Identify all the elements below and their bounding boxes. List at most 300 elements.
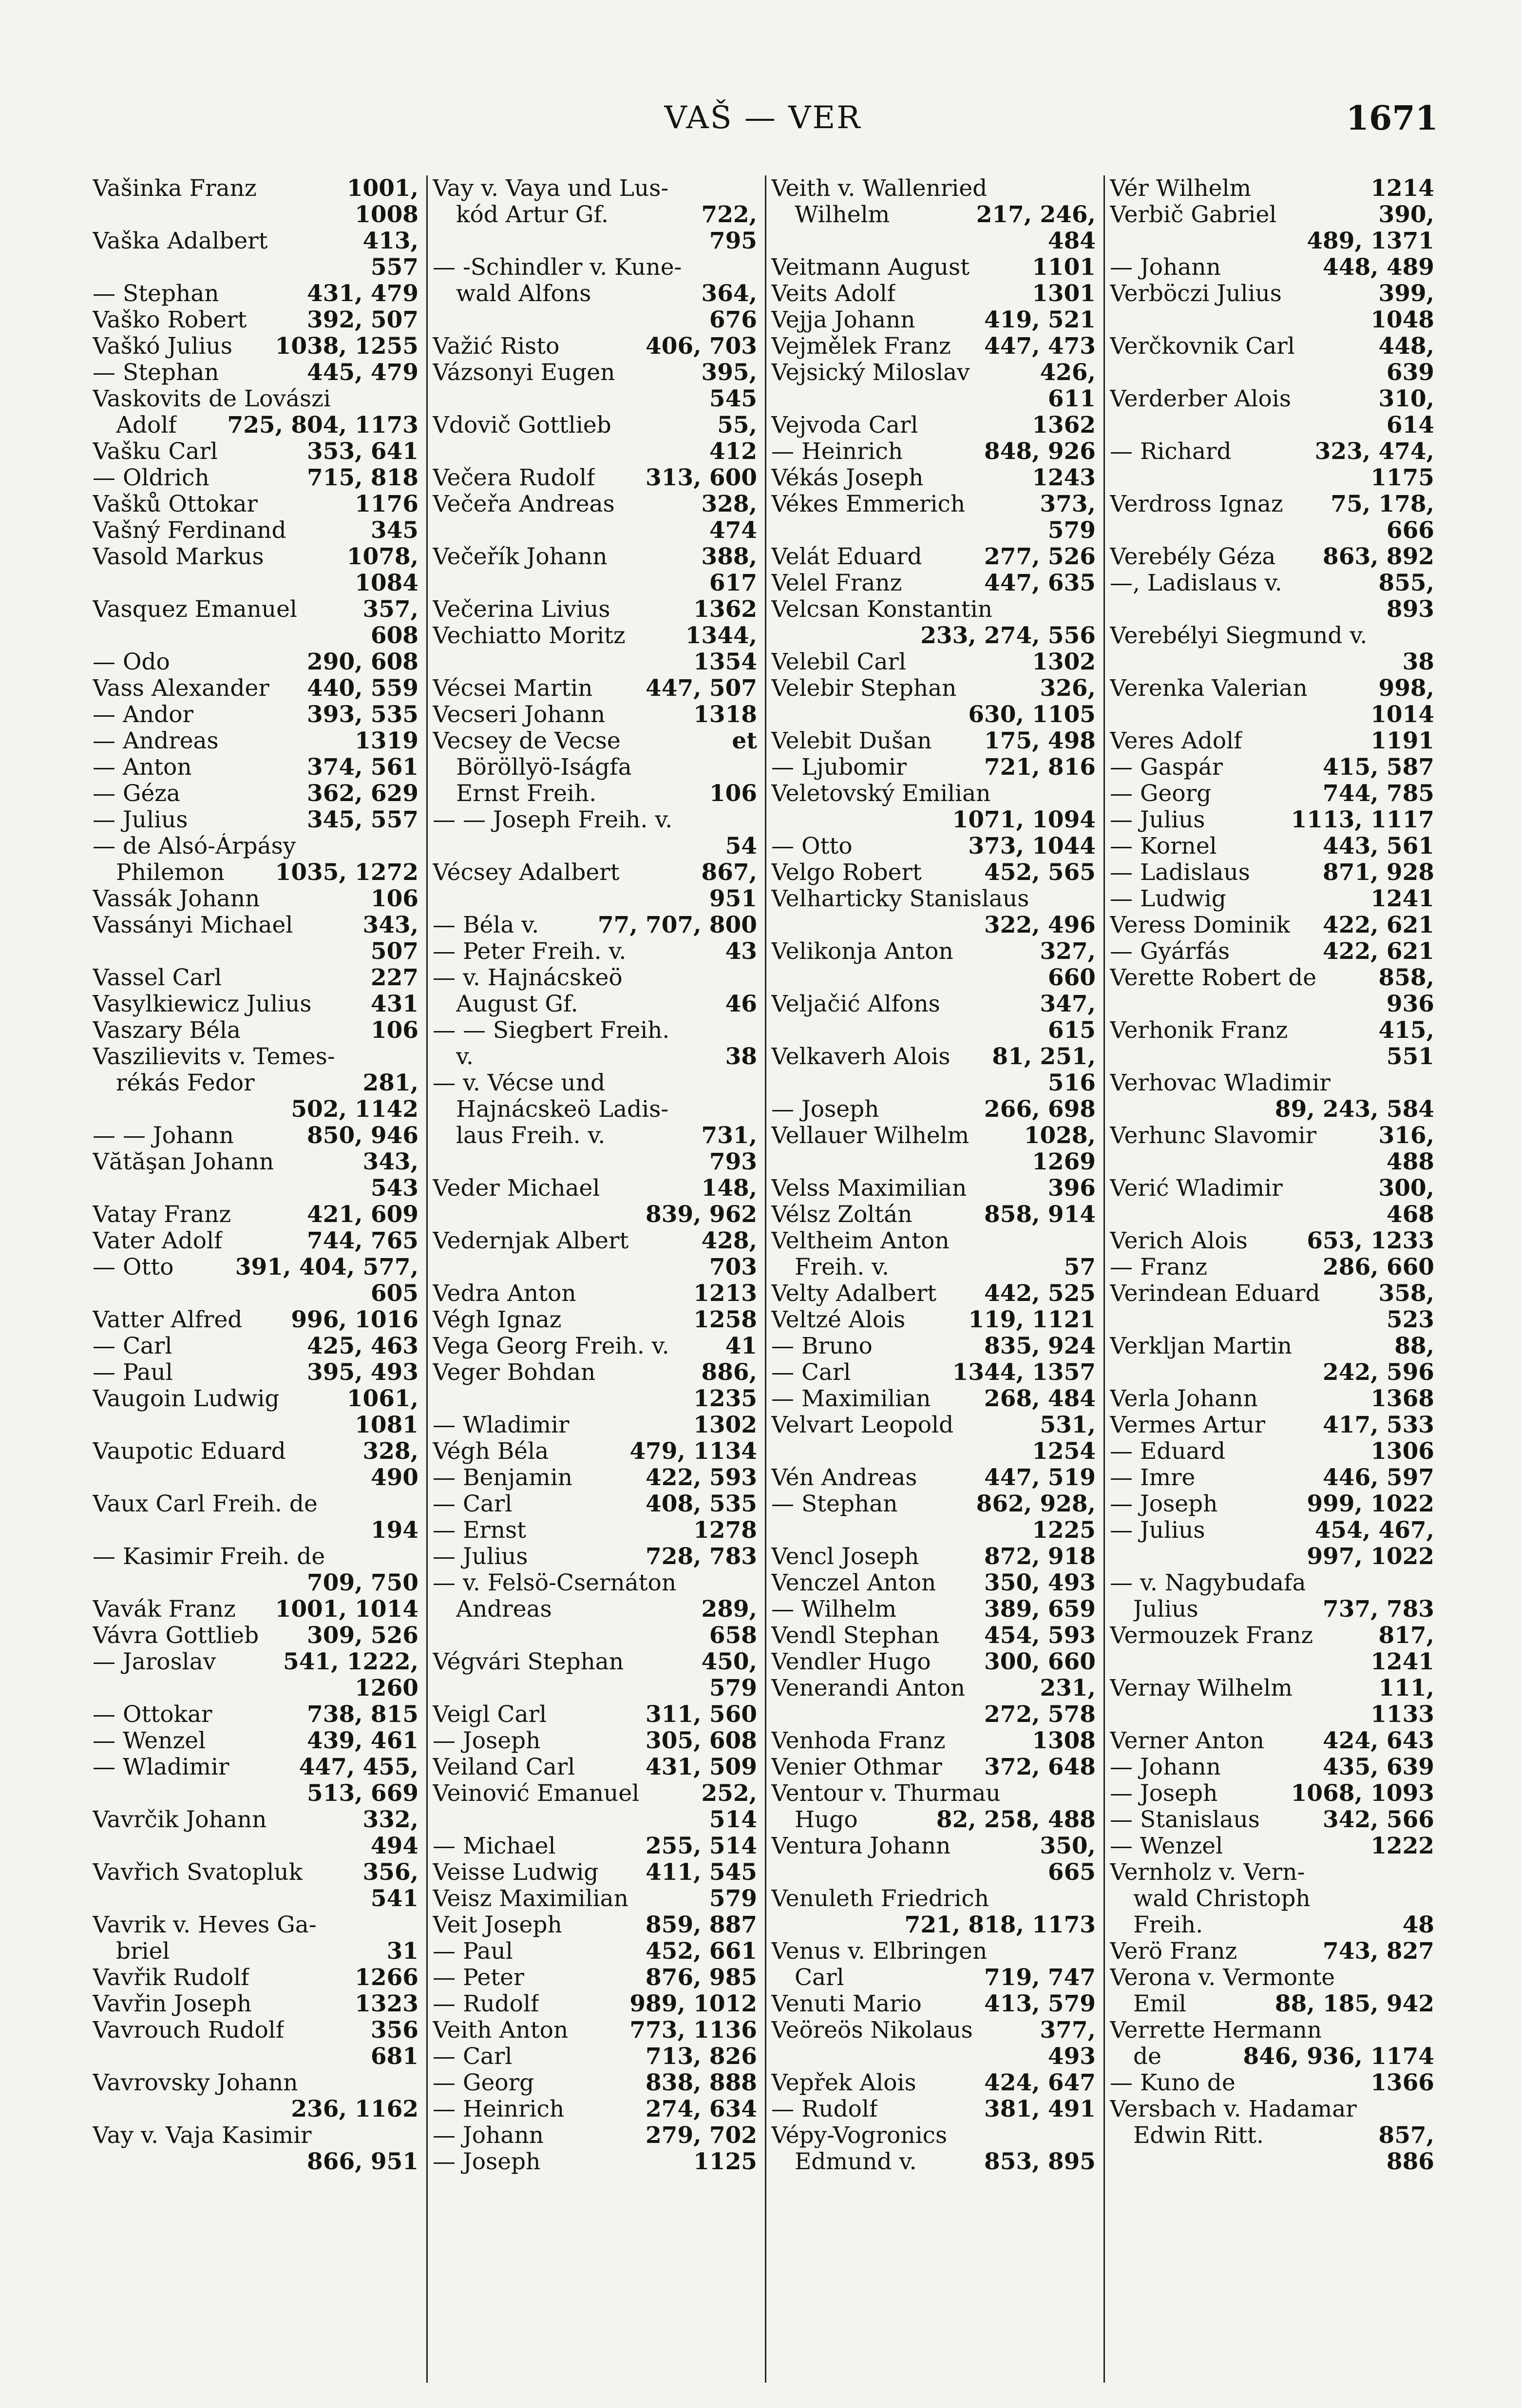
entry-line	[433, 1149, 757, 1175]
entry-pages: 82, 258, 488	[936, 1806, 1096, 1833]
index-entry	[433, 1307, 757, 1333]
entry-line	[93, 2149, 418, 2175]
index-entry	[1110, 386, 1434, 439]
entry-name: Večerina Livius	[433, 596, 610, 623]
entry-pages: 106	[370, 1017, 418, 1044]
entry-line	[433, 439, 757, 465]
entry-line	[433, 1096, 757, 1123]
entry-name: briel	[116, 1938, 170, 1965]
index-entry	[771, 781, 1096, 833]
entry-line	[433, 1807, 757, 1833]
entry-name: Vernholz v. Vern-	[1110, 1859, 1305, 1886]
index-entry	[433, 675, 757, 702]
entry-line	[93, 1807, 418, 1833]
entry-name: — v. Vécse und	[433, 1070, 606, 1096]
entry-pages: 396	[1047, 1175, 1096, 1202]
entry-pages: 356,	[362, 1859, 418, 1886]
entry-line	[433, 1754, 757, 1780]
index-entry	[93, 1228, 418, 1254]
index-entry	[771, 1570, 1096, 1596]
entry-name: Végvári Stephan	[433, 1649, 624, 1675]
entry-name: — Joseph	[1110, 1780, 1218, 1807]
entry-pages: 1269	[1032, 1148, 1096, 1175]
entry-name: Vén Andreas	[771, 1465, 917, 1491]
entry-pages: 1301	[1032, 280, 1096, 307]
entry-pages: 744, 785	[1323, 780, 1434, 807]
entry-line	[93, 1701, 418, 1728]
entry-name: Vécsei Martin	[433, 675, 593, 702]
entry-line	[771, 728, 1096, 754]
entry-line	[771, 386, 1096, 412]
entry-line	[771, 412, 1096, 439]
entry-line	[93, 1096, 418, 1123]
entry-line	[771, 1780, 1096, 1807]
entry-pages: 454, 467,	[1314, 1517, 1434, 1544]
entry-line	[1110, 2096, 1434, 2122]
entry-pages: 866, 951	[307, 2148, 418, 2175]
entry-line	[1110, 1965, 1434, 1991]
entry-pages: 1302	[693, 1412, 757, 1438]
entry-name: Verhonik Franz	[1110, 1017, 1288, 1044]
entry-line	[93, 1412, 418, 1438]
index-entry	[771, 649, 1096, 675]
entry-pages: 1061,	[346, 1385, 418, 1412]
index-entry	[1110, 623, 1434, 675]
entry-pages: 440, 559	[307, 675, 418, 702]
entry-name: Vedernjak Albert	[433, 1228, 629, 1254]
entry-name: Edmund v.	[795, 2149, 917, 2175]
entry-line	[1110, 1701, 1434, 1728]
index-entry	[93, 1912, 418, 1965]
entry-pages: 450,	[701, 1648, 757, 1675]
index-columns	[88, 175, 1442, 2383]
entry-pages: 996, 1016	[291, 1306, 418, 1333]
entry-pages: 817,	[1378, 1622, 1434, 1649]
entry-pages: 857,	[1378, 2122, 1434, 2149]
index-entry	[93, 2122, 418, 2175]
entry-line	[771, 544, 1096, 570]
entry-pages: 421, 609	[307, 1201, 418, 1228]
entry-pages: 872, 918	[984, 1543, 1096, 1570]
entry-pages: 328,	[701, 491, 757, 517]
entry-pages: 1213	[693, 1280, 757, 1307]
entry-name: Velel Franz	[771, 570, 902, 596]
entry-pages: 428,	[701, 1227, 757, 1254]
index-entry	[93, 281, 418, 307]
entry-name: — Ottokar	[93, 1701, 212, 1728]
entry-line	[1110, 1807, 1434, 1833]
entry-name: — Gaspár	[1110, 754, 1223, 781]
entry-line	[1110, 1623, 1434, 1649]
entry-pages: 233, 274, 556	[920, 622, 1096, 649]
entry-pages: 345, 557	[307, 806, 418, 833]
entry-pages: 744, 765	[307, 1227, 418, 1254]
entry-name: Veltzé Alois	[771, 1307, 906, 1333]
entry-line	[433, 1333, 757, 1359]
index-entry	[93, 728, 418, 754]
entry-pages: 252,	[701, 1780, 757, 1807]
index-entry	[1110, 1386, 1434, 1412]
entry-line	[93, 175, 418, 202]
entry-pages: 1225	[1032, 1517, 1096, 1544]
entry-name: Versbach v. Hadamar	[1110, 2096, 1357, 2122]
entry-line	[93, 1333, 418, 1359]
index-entry	[433, 1859, 757, 1886]
entry-pages: 484	[1047, 228, 1096, 254]
entry-name: Veisse Ludwig	[433, 1859, 599, 1886]
entry-pages: 514	[709, 1806, 757, 1833]
entry-name: Vecsey de Vecse	[433, 728, 621, 754]
entry-pages: 442, 525	[984, 1280, 1096, 1307]
index-entry	[1110, 912, 1434, 938]
entry-pages: 531,	[1040, 1412, 1096, 1438]
entry-name: Velikonja Anton	[771, 938, 953, 965]
index-entry	[93, 1438, 418, 1491]
entry-name: — Kasimir Freih. de	[93, 1544, 325, 1570]
entry-line	[771, 202, 1096, 228]
entry-line	[771, 1754, 1096, 1780]
entry-name: — Peter Freih. v.	[433, 938, 627, 965]
entry-line	[93, 1596, 418, 1623]
entry-line	[771, 1807, 1096, 1833]
entry-line	[771, 1359, 1096, 1386]
entry-pages: 106	[370, 885, 418, 912]
entry-line	[1110, 1333, 1434, 1359]
entry-pages: 713, 826	[646, 2043, 757, 2070]
entry-line	[433, 281, 757, 307]
entry-pages: 231,	[1040, 1675, 1096, 1701]
entry-name: Verebély Géza	[1110, 544, 1276, 570]
entry-line	[771, 1833, 1096, 1859]
entry-name: — Heinrich	[771, 439, 903, 465]
index-entry	[771, 465, 1096, 491]
entry-pages: 309, 526	[307, 1622, 418, 1649]
entry-name: Velát Eduard	[771, 544, 922, 570]
index-entry	[771, 833, 1096, 860]
entry-line	[771, 1649, 1096, 1675]
index-entry	[1110, 2017, 1434, 2070]
entry-pages: 242, 596	[1323, 1359, 1434, 1386]
index-entry	[771, 570, 1096, 596]
entry-line	[433, 2044, 757, 2070]
index-entry	[771, 175, 1096, 254]
entry-pages: 1362	[693, 596, 757, 623]
entry-line	[1110, 649, 1434, 675]
index-entry	[1110, 202, 1434, 254]
entry-pages: 447, 635	[984, 570, 1096, 596]
entry-name: — Georg	[1110, 781, 1212, 807]
index-entry	[1110, 781, 1434, 807]
entry-name: — Wenzel	[93, 1728, 206, 1754]
index-entry	[1110, 570, 1434, 623]
entry-pages: 342, 566	[1323, 1806, 1434, 1833]
entry-line	[433, 1438, 757, 1465]
entry-name: Vavrovsky Johann	[93, 2070, 298, 2096]
entry-name: Venuti Mario	[771, 1991, 922, 2017]
entry-line	[433, 491, 757, 517]
entry-name: Vatay Franz	[93, 1202, 231, 1228]
entry-line	[93, 1728, 418, 1754]
entry-line	[771, 1096, 1096, 1123]
entry-name: — Géza	[93, 781, 181, 807]
entry-name: — Johann	[433, 2122, 544, 2149]
entry-pages: 630, 1105	[968, 701, 1096, 728]
entry-line	[1110, 570, 1434, 596]
entry-name: laus Freih. v.	[456, 1123, 606, 1149]
index-entry	[1110, 281, 1434, 333]
entry-name: — Andreas	[93, 728, 219, 754]
index-entry	[1110, 1780, 1434, 1807]
entry-line	[93, 1912, 418, 1938]
entry-pages: 424, 643	[1323, 1727, 1434, 1754]
entry-pages: 332,	[362, 1806, 418, 1833]
entry-line	[93, 228, 418, 254]
entry-name: wald Christoph	[1133, 1886, 1311, 1912]
index-entry	[771, 412, 1096, 439]
entry-pages: 1214	[1370, 175, 1434, 202]
entry-pages: 728, 783	[646, 1543, 757, 1570]
index-entry	[433, 1965, 757, 1991]
entry-pages: 1243	[1032, 464, 1096, 491]
entry-pages: 479, 1134	[629, 1438, 757, 1465]
entry-name: — Joseph	[433, 2149, 541, 2175]
entry-line	[93, 2070, 418, 2096]
entry-line	[771, 1938, 1096, 1965]
entry-pages: 1260	[355, 1675, 418, 1701]
entry-name: — Julius	[93, 807, 188, 833]
entry-line	[771, 465, 1096, 491]
entry-line	[433, 675, 757, 702]
index-entry	[1110, 1228, 1434, 1254]
entry-line	[1110, 360, 1434, 386]
entry-name: Vépy-Vogronics	[771, 2122, 948, 2149]
entry-pages: 1254	[1032, 1438, 1096, 1465]
entry-line	[433, 2096, 757, 2122]
entry-line	[93, 570, 418, 596]
entry-line	[1110, 1465, 1434, 1491]
entry-name: Vékes Emmerich	[771, 491, 966, 517]
entry-line	[93, 2017, 418, 2044]
entry-pages: 468	[1386, 1201, 1434, 1228]
entry-name: Verböczi Julius	[1110, 281, 1282, 307]
entry-pages: 738, 815	[307, 1701, 418, 1728]
entry-name: Végh Ignaz	[433, 1307, 562, 1333]
entry-line	[433, 307, 757, 333]
index-entry	[1110, 860, 1434, 886]
entry-line	[771, 2149, 1096, 2175]
entry-line	[771, 938, 1096, 965]
index-entry	[433, 2070, 757, 2096]
entry-line	[93, 965, 418, 991]
entry-pages: 715, 818	[307, 464, 418, 491]
entry-line	[771, 860, 1096, 886]
index-entry	[93, 333, 418, 360]
entry-pages: 1175	[1370, 464, 1434, 491]
entry-line	[433, 333, 757, 360]
index-entry	[433, 702, 757, 728]
entry-line	[93, 781, 418, 807]
index-entry	[93, 360, 418, 386]
entry-line	[771, 1570, 1096, 1596]
entry-pages: 217, 246,	[976, 201, 1096, 228]
index-entry	[433, 1175, 757, 1228]
entry-pages: 997, 1022	[1307, 1543, 1434, 1570]
index-entry	[93, 649, 418, 675]
entry-name: — Ludwig	[1110, 886, 1226, 912]
entry-line	[93, 254, 418, 281]
index-entry	[771, 1938, 1096, 1991]
index-entry	[1110, 1438, 1434, 1465]
entry-line	[1110, 439, 1434, 465]
index-entry	[1110, 965, 1434, 1017]
index-entry	[771, 1175, 1096, 1202]
entry-name: Vécsey Adalbert	[433, 860, 620, 886]
entry-name: — v. Felsö-Csernáton	[433, 1570, 677, 1596]
index-entry	[433, 1070, 757, 1175]
entry-name: Vassák Johann	[93, 886, 260, 912]
entry-name: — Rudolf	[771, 2096, 878, 2122]
index-entry	[93, 833, 418, 886]
entry-line	[433, 1596, 757, 1623]
entry-name: Vendl Stephan	[771, 1623, 940, 1649]
entry-line	[433, 1859, 757, 1886]
entry-name: Vaux Carl Freih. de	[93, 1491, 318, 1517]
entry-name: Vavrouch Rudolf	[93, 2017, 285, 2044]
entry-name: — Paul	[433, 1938, 513, 1965]
entry-name: — v. Nagybudafa	[1110, 1570, 1306, 1596]
index-entry	[93, 544, 418, 596]
entry-line	[93, 544, 418, 570]
entry-line	[1110, 1280, 1434, 1307]
index-entry	[433, 1465, 757, 1491]
entry-line	[1110, 1491, 1434, 1517]
index-entry	[93, 1149, 418, 1202]
entry-line	[771, 2044, 1096, 2070]
entry-pages: 1241	[1370, 1648, 1434, 1675]
entry-line	[433, 1254, 757, 1280]
entry-line	[433, 1623, 757, 1649]
entry-pages: 412	[709, 438, 757, 465]
entry-pages: 1176	[355, 491, 418, 517]
index-entry	[1110, 254, 1434, 281]
entry-line	[771, 754, 1096, 781]
entry-pages: 488	[1386, 1148, 1434, 1175]
entry-name: Venhoda Franz	[771, 1728, 946, 1754]
entry-line	[1110, 1938, 1434, 1965]
entry-pages: 357,	[362, 596, 418, 623]
entry-line	[93, 1754, 418, 1780]
entry-line	[433, 175, 757, 202]
entry-line	[433, 1833, 757, 1859]
index-entry	[771, 728, 1096, 754]
entry-line	[93, 2044, 418, 2070]
index-entry	[771, 2122, 1096, 2175]
entry-name: Vejja Johann	[771, 307, 915, 333]
index-entry	[1110, 728, 1434, 754]
entry-pages: 676	[709, 306, 757, 333]
index-entry	[771, 1333, 1096, 1359]
index-entry	[771, 1675, 1096, 1728]
entry-name: Vélsz Zoltán	[771, 1202, 913, 1228]
column-2	[426, 175, 765, 2383]
index-entry	[433, 544, 757, 596]
index-entry	[1110, 1675, 1434, 1728]
entry-name: Verbič Gabriel	[1110, 202, 1277, 228]
index-entry	[1110, 1175, 1434, 1228]
entry-pages: 855,	[1378, 570, 1434, 596]
entry-pages: 793	[709, 1148, 757, 1175]
entry-name: Carl	[795, 1965, 844, 1991]
index-entry	[771, 2070, 1096, 2096]
index-entry	[93, 1701, 418, 1728]
entry-name: Végh Béla	[433, 1438, 549, 1465]
index-entry	[433, 360, 757, 412]
index-entry	[433, 465, 757, 491]
entry-name: — Stephan	[93, 281, 219, 307]
index-entry	[93, 465, 418, 491]
entry-pages: 502, 1142	[291, 1096, 418, 1123]
entry-pages: 345	[370, 517, 418, 544]
entry-name: v.	[456, 1044, 474, 1070]
index-entry	[771, 1833, 1096, 1886]
index-entry	[771, 860, 1096, 886]
index-entry	[1110, 675, 1434, 728]
entry-line	[433, 2070, 757, 2096]
entry-pages: 406, 703	[646, 333, 757, 360]
index-entry	[93, 965, 418, 991]
entry-line	[771, 228, 1096, 254]
entry-name: Vassel Carl	[93, 965, 222, 991]
entry-name: Vejvoda Carl	[771, 412, 918, 439]
entry-name: Vavrčik Johann	[93, 1807, 267, 1833]
entry-line	[93, 1544, 418, 1570]
index-entry	[93, 781, 418, 807]
entry-line	[93, 1280, 418, 1307]
entry-pages: 277, 526	[984, 543, 1096, 570]
index-entry	[1110, 807, 1434, 833]
entry-pages: 611	[1047, 385, 1096, 412]
index-entry	[433, 2044, 757, 2070]
index-entry	[93, 807, 418, 833]
entry-line	[1110, 386, 1434, 412]
entry-line	[771, 2122, 1096, 2149]
entry-pages: 709, 750	[307, 1569, 418, 1596]
entry-name: Vega Georg Freih. v.	[433, 1333, 669, 1359]
entry-name: — Julius	[433, 1544, 528, 1570]
entry-pages: 1362	[1032, 412, 1096, 439]
entry-pages: 389, 659	[984, 1596, 1096, 1623]
entry-pages: 1323	[355, 1990, 418, 2017]
entry-line	[433, 1886, 757, 1912]
entry-line	[433, 1780, 757, 1807]
entry-line	[771, 1728, 1096, 1754]
index-entry	[433, 254, 757, 333]
entry-pages: 415, 587	[1323, 754, 1434, 781]
entry-line	[1110, 517, 1434, 544]
entry-pages: 614	[1386, 412, 1434, 439]
entry-line	[93, 386, 418, 412]
entry-line	[771, 1017, 1096, 1044]
index-entry	[93, 886, 418, 912]
index-entry	[93, 1991, 418, 2017]
index-entry	[93, 1044, 418, 1123]
entry-name: Vdovič Gottlieb	[433, 412, 611, 439]
entry-name: Vavřich Svatopluk	[93, 1859, 303, 1886]
entry-pages: 305, 608	[646, 1727, 757, 1754]
entry-line	[1110, 1596, 1434, 1623]
entry-name: Večeřa Andreas	[433, 491, 615, 517]
entry-pages: 411, 545	[646, 1859, 757, 1886]
